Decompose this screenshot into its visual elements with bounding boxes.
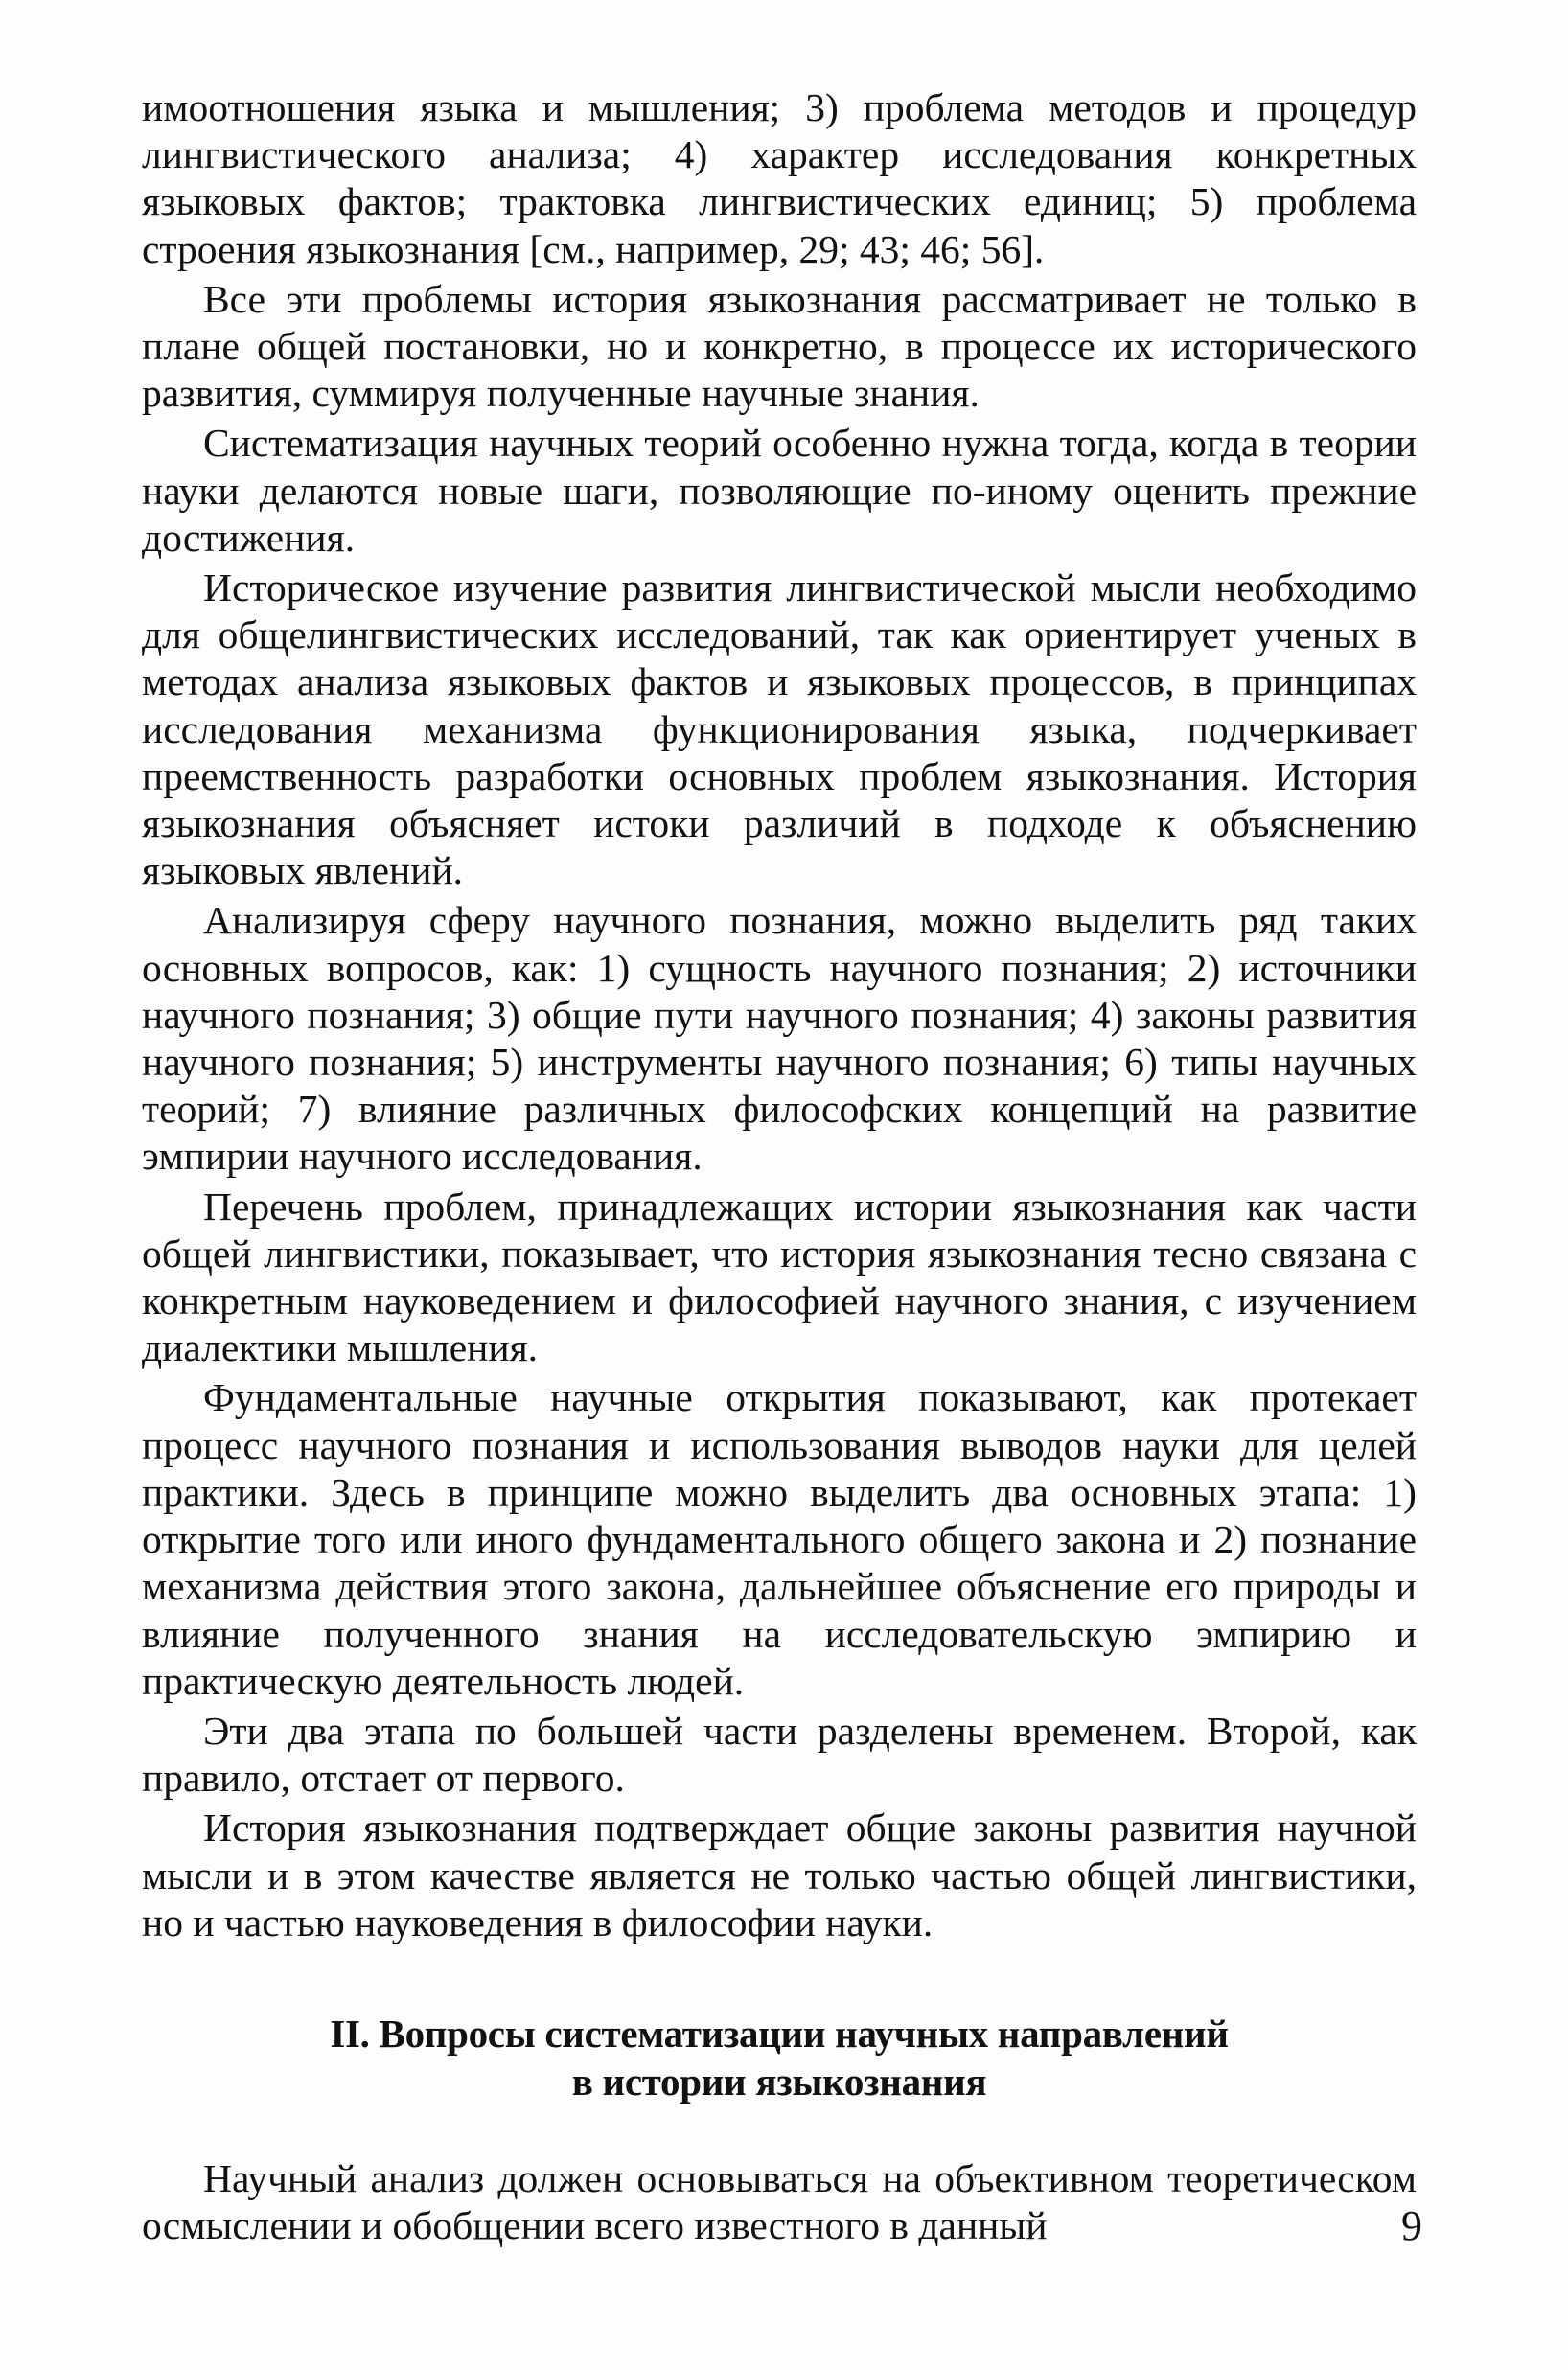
section-heading — [142, 2010, 1417, 2105]
paragraph: Анализируя сферу научного познания, можно выделить ряд таких основных вопросов, как: 1) сущность научного познания; 2) источники научного познания; 3) общие пути научного познания; 4) законы развития научного познания; 5) инструменты научного познания; 6) типы научных теорий; 7) влияние различных философских концепций на развитие эмпирии научного исследования. — [142, 898, 1417, 1179]
paragraph: Все эти проблемы история языкознания рассматривает не только в плане общей постановки, но и конкретно, в процессе их исторического развития, суммируя полученные научные знания. — [142, 276, 1417, 416]
paragraph: Фундаментальные научные открытия показывают, как протекает процесс научного познания и использования выводов науки для целей практики. Здесь в принципе можно выделить два основных этапа: 1) открытие того или иного фундаментального общего закона и 2) познание механизма действия этого закона, дальнейшее объяснение его природы и влияние полученного знания на исследовательскую эмпирию и практическую деятельность людей. — [142, 1375, 1417, 1703]
page-text — [142, 84, 1417, 2252]
paragraph: Историческое изучение развития лингвистической мысли необходимо для общелингвистических исследований, так как ориентирует ученых в методах анализа языковых фактов и языковых процессов, в принципах исследования механизма функционирования языка, подчеркивает преемственность разработки основных проблем языкознания. История языкознания объясняет истоки различий в подходе к объяснению языковых явлений. — [142, 565, 1417, 893]
paragraph: Перечень проблем, принадлежащих истории языкознания как части общей лингвистики, показывает, что история языкознания тесно связана с конкретным науковедением и философией научного знания, с изучением диалектики мышления. — [142, 1184, 1417, 1370]
paragraph: История языкознания подтверждает общие законы развития научной мысли и в этом качестве является не только частью общей лингвистики, но и частью науковедения в философии науки. — [142, 1806, 1417, 1944]
paragraph: Систематизация научных теорий особенно нужна тогда, когда в теории науки делаются новые шаги, позволяющие по-иному оценить прежние достижения. — [142, 421, 1417, 560]
section-heading-line-1: II. Вопросы систематизации научных направлений — [330, 2011, 1229, 2056]
page-number: 9 — [1401, 2202, 1422, 2249]
paragraph: Научный анализ должен основываться на объективном теоретическом осмыслении и обобщении всего известного в данный — [142, 2155, 1417, 2248]
section-heading-line-2: в истории языкознания — [571, 2059, 987, 2104]
paragraph-continued: имоотношения языка и мышления; 3) проблема методов и процедур лингвистического анализа; 4) характер исследования конкретных языковых фактов; трактовка лингвистических единиц; 5) проблема строения языкознания [см., например, 29; 43; 46; 56]. — [142, 85, 1417, 271]
paragraph: Эти два этапа по большей части разделены временем. Второй, как правило, отстает от первого. — [142, 1708, 1417, 1801]
